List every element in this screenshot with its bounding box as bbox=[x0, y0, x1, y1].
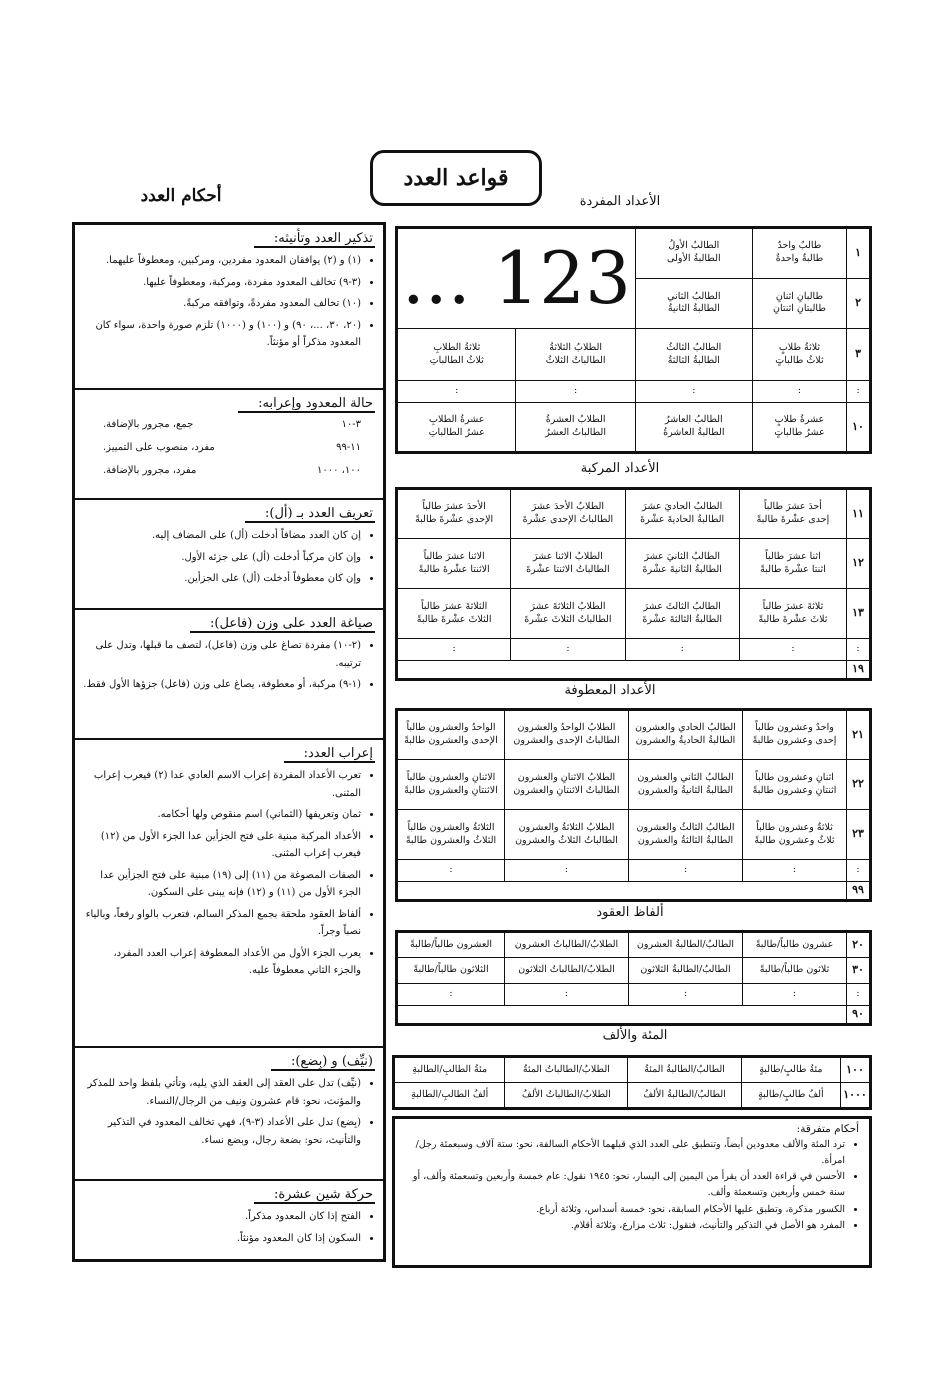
section-definite bbox=[75, 500, 383, 610]
cell bbox=[397, 661, 847, 680]
big-123-text: 123 ... bbox=[401, 236, 631, 320]
section-nayyif bbox=[75, 1048, 383, 1181]
table-row bbox=[397, 381, 871, 403]
list-item: • تعرب الأعداد المفردة إعراب الاسم العادي عدا (٢) فيعرب إعراب المثنى. bbox=[83, 767, 361, 802]
cell: الطلابُ/الطالباتُ الثلاثون bbox=[505, 958, 629, 984]
table-row bbox=[397, 661, 871, 680]
table-row bbox=[397, 932, 871, 958]
dots: : bbox=[505, 860, 629, 882]
cell: الطالبُ/الطالبةُ العشرون bbox=[629, 932, 743, 958]
cell: الطلابُ/الطالباتُ العشرون bbox=[505, 932, 629, 958]
cell: الطالبُ/الطالبةُ المئةُ bbox=[628, 1057, 741, 1083]
list-item: • ألفاظ العقود ملحقة بجمع المذكر السالم، فتعرب بالواو رفعاً، وبالياء نصباً وجراً. bbox=[83, 906, 361, 941]
rules-panel bbox=[72, 222, 386, 1262]
dots: : bbox=[847, 639, 871, 661]
table-row bbox=[397, 1006, 871, 1025]
table-row bbox=[397, 760, 871, 810]
cell: الثلاثةَ عشرَ طالباً الثلاثَ عشْرةَ طالبةً bbox=[397, 589, 511, 639]
cell: ثلاثةٌ وعشرون طالباً ثلاثٌ وعشرون طالبةً bbox=[743, 810, 847, 860]
dots: : bbox=[739, 639, 846, 661]
cell: الطلابُ/الطالباتُ الألفُ bbox=[505, 1083, 628, 1109]
left-heading: أحكام العدد bbox=[140, 186, 222, 206]
cell: الطالبُ الثاني والعشرون الطالبةُ الثانيةُ والعشرون bbox=[629, 760, 743, 810]
cell: الاثنا عشرَ طالباً الاثنتا عشْرةَ طالبةً bbox=[397, 539, 511, 589]
cell: الطالبُ الثالثُ الطالبةُ الثالثةُ bbox=[635, 329, 752, 381]
cell: الطلابُ الثلاثةُ الطالباتُ الثلاثُ bbox=[516, 329, 635, 381]
list-item: • (١-٩) مركبة، أو معطوفة، يصاغ على وزن (فاعل) جزؤها الأول فقط. bbox=[83, 676, 361, 694]
table-row bbox=[394, 1057, 871, 1083]
list-item: • وإن كان مركباً أدخلت (أل) على جزئه الأول. bbox=[83, 549, 361, 567]
table-row bbox=[397, 958, 871, 984]
cell: الطالبُ الثالثُ والعشرون الطالبةُ الثالثةُ والعشرون bbox=[629, 810, 743, 860]
row-number: ١٠٠٠ bbox=[841, 1083, 871, 1109]
single-numbers-table bbox=[395, 226, 872, 454]
cell bbox=[397, 1006, 847, 1025]
big-123-cell bbox=[397, 228, 636, 329]
table-row bbox=[397, 639, 871, 661]
section-title-compound: الأعداد المركبة bbox=[580, 461, 660, 476]
row-number: ٣ bbox=[847, 329, 871, 381]
section-title-conjoined: الأعداد المعطوفة bbox=[564, 683, 656, 698]
table-row bbox=[397, 539, 871, 589]
list-item: • الصفات المصوغة من (١١) إلى (١٩) مبنية على فتح الجزأين عدا الجزء الأول من (١١) و (١٢) فإنه يبنى على السكون. bbox=[83, 867, 361, 902]
cell: الطلابُ العشرةُ الطالباتُ العشرُ bbox=[516, 403, 635, 453]
list-item: • (٢-١٠) مفردة تصاغ على وزن (فاعل)، لتصف ما قبلها، وتدل على ترتيبه. bbox=[83, 637, 361, 672]
section-heading: (نيِّف) و (بِضع): bbox=[271, 1054, 375, 1071]
table-row bbox=[397, 589, 871, 639]
dots: : bbox=[629, 860, 743, 882]
row-number: ١٠٠ bbox=[841, 1057, 871, 1083]
cell: اثنا عشرَ طالباً اثنتا عشْرةَ طالبةً bbox=[739, 539, 846, 589]
dots: : bbox=[625, 639, 739, 661]
cell bbox=[397, 882, 847, 901]
cell: أحدَ عشرَ طالباً إحدى عشْرةَ طالبةً bbox=[739, 489, 846, 539]
misc-rules-title: أحكام متفرقة: bbox=[796, 1123, 859, 1135]
table-row bbox=[397, 860, 871, 882]
table-row bbox=[397, 810, 871, 860]
list-item: • (نيِّف) تدل على العقد إلى العقد الذي يليه، وتأتي بلفظ واحد للمذكر والمؤنث، نحو: قام عشرون ونيف من الرجال/النساء. bbox=[83, 1075, 361, 1110]
section-title-hundred-thousand: المئة والألف bbox=[602, 1028, 668, 1043]
dots: : bbox=[511, 639, 625, 661]
section-heading: إعراب العدد: bbox=[284, 746, 375, 763]
cell: طالبٌ واحدٌ طالبةٌ واحدةٌ bbox=[752, 228, 846, 279]
cell: ثلاثةُ الطلابِ ثلاثُ الطالباتِ bbox=[397, 329, 516, 381]
table-row bbox=[397, 984, 871, 1006]
conjoined-numbers-table bbox=[395, 708, 872, 902]
section-heading: تذكير العدد وتأنيثه: bbox=[254, 231, 375, 248]
cell: الطالبُ الأولُ الطالبةُ الأولى bbox=[635, 228, 752, 279]
list-item: • الفتح إذا كان المعدود مذكراً. bbox=[83, 1208, 361, 1226]
row-number: ٩٩ bbox=[847, 882, 871, 901]
row-number: ١٠ bbox=[847, 403, 871, 453]
section-faail bbox=[75, 610, 383, 740]
dots: : bbox=[752, 381, 846, 403]
section-heading: حركة شين عشرة: bbox=[254, 1187, 375, 1204]
row-number: ٢٢ bbox=[847, 760, 871, 810]
cell: ألفُ الطالبِ/الطالبةِ bbox=[394, 1083, 505, 1109]
list-item: • الأعداد المركبة مبنية على فتح الجزأين عدا الجزء الأول من (١٢) فيعرب إعراب المثنى. bbox=[83, 828, 361, 863]
dots: : bbox=[743, 860, 847, 882]
cell: الطالبُ العاشرُ الطالبةُ العاشرةُ bbox=[635, 403, 752, 453]
cell: مئةُ طالبٍ/طالبةٍ bbox=[741, 1057, 840, 1083]
cell: الواحدُ والعشرون طالباً الإحدى والعشرون طالبةً bbox=[397, 710, 505, 760]
row-number: ١٩ bbox=[847, 661, 871, 680]
misc-rules-box bbox=[392, 1116, 872, 1268]
section-case bbox=[75, 390, 383, 500]
list-item: • السكون إذا كان المعدود مؤنثاً. bbox=[83, 1230, 361, 1248]
cell: الاثنانِ والعشرون طالباً الاثنتانِ والعشرون طالبةً bbox=[397, 760, 505, 810]
dots: : bbox=[635, 381, 752, 403]
cell: الطالبُ الحادي والعشرون الطالبةُ الحاديةُ والعشرون bbox=[629, 710, 743, 760]
dots: : bbox=[505, 984, 629, 1006]
cell: ثلاثةُ طلابٍ ثلاثُ طالباتٍ bbox=[752, 329, 846, 381]
row-number: ٢ bbox=[847, 278, 871, 329]
list-item: • إن كان العدد مضافاً أدخلت (أل) على المضاف إليه. bbox=[83, 527, 361, 545]
row-number: ٣٠ bbox=[847, 958, 871, 984]
list-item: • الكسور مذكرة، وتطبق عليها الأحكام السابقة، نحو: خمسة أسداس، وثلاثة أرباع. bbox=[405, 1202, 845, 1218]
dots: : bbox=[397, 639, 511, 661]
case-row: ١٠٠، ١٠٠٠ مفرد، مجرور بالإضافة. bbox=[103, 465, 361, 476]
cell: الطلابُ الاثنا عشرَ الطالباتُ الاثنتا عشْرةَ bbox=[511, 539, 625, 589]
dots: : bbox=[397, 860, 505, 882]
list-item: • (بِضع) تدل على الأعداد (٣-٩)، فهي تخالف المعدود في التذكير والتأنيث، نحو: بضعة رجال، وبضع نساء. bbox=[83, 1114, 361, 1149]
dots: : bbox=[629, 984, 743, 1006]
decades-table bbox=[395, 930, 872, 1026]
dots: : bbox=[847, 860, 871, 882]
row-number: ٢٣ bbox=[847, 810, 871, 860]
row-number: ٢١ bbox=[847, 710, 871, 760]
table-row bbox=[397, 403, 871, 453]
section-heading: حالة المعدود وإعرابه: bbox=[238, 396, 375, 413]
section-title-single: الأعداد المفردة bbox=[579, 194, 661, 209]
cell: الطالبُ الحاديَ عشرَ الطالبةُ الحاديةَ عشْرةَ bbox=[625, 489, 739, 539]
section-irab bbox=[75, 740, 383, 1048]
case-row: ١١-٩٩ مفرد، منصوب على التمييز. bbox=[103, 442, 361, 453]
cell: طالبانِ اثنانِ طالبتانِ اثنتانِ bbox=[752, 278, 846, 329]
cell: الطالبُ الثانيَ عشرَ الطالبةُ الثانيةَ عشْرةَ bbox=[625, 539, 739, 589]
dots: : bbox=[397, 984, 505, 1006]
main-title: قواعد العدد bbox=[370, 150, 542, 206]
cell: عشرةُ طلابٍ عشرُ طالباتٍ bbox=[752, 403, 846, 453]
cell: الطلابُ/الطالباتُ المئةُ bbox=[505, 1057, 628, 1083]
list-item: • ثمان وتعريفها (الثماني) اسم منقوص ولها أحكامه. bbox=[83, 806, 361, 824]
list-item: • ترد المئة والألف معدودين أيضاً، وتنطبق على العدد الذي قبلهما الأحكام السالفة، نحو: ستة آلاف وسبعمئة رجل/ امرأة. bbox=[405, 1137, 845, 1169]
cell: ثلاثون طالباً/طالبةً bbox=[743, 958, 847, 984]
list-item: • يعرب الجزء الأول من الأعداد المعطوفة إعراب العدد المفرد، والجزء الثاني معطوفاً عليه. bbox=[83, 945, 361, 980]
section-gender bbox=[75, 225, 383, 390]
hundred-thousand-table bbox=[392, 1055, 872, 1110]
cell: الطلابُ الواحدُ والعشرون الطالباتُ الإحدى والعشرون bbox=[505, 710, 629, 760]
case-row: ٣-١٠ جمع، مجرور بالإضافة. bbox=[103, 419, 361, 430]
cell: مئةُ الطالبِ/الطالبةِ bbox=[394, 1057, 505, 1083]
cell: الطالبُ/الطالبةُ الثلاثون bbox=[629, 958, 743, 984]
cell: الطلابُ الأحدَ عشرَ الطالباتُ الإحدى عشْرةَ bbox=[511, 489, 625, 539]
list-item: • (٣-٩) تخالف المعدود مفردة، ومركبة، ومعطوفاً عليها. bbox=[83, 274, 361, 292]
cell: الطالبُ الثالثَ عشرَ الطالبةُ الثالثةَ عشْرةَ bbox=[625, 589, 739, 639]
cell: الثلاثةُ والعشرون طالباً الثلاثُ والعشرون طالبةً bbox=[397, 810, 505, 860]
row-number: ١٢ bbox=[847, 539, 871, 589]
dots: : bbox=[847, 381, 871, 403]
cell: عشرون طالباً/طالبةً bbox=[743, 932, 847, 958]
compound-numbers-table bbox=[395, 487, 872, 681]
row-number: ١١ bbox=[847, 489, 871, 539]
row-number: ١٣ bbox=[847, 589, 871, 639]
list-item: • وإن كان معطوفاً أدخلت (أل) على الجزأين. bbox=[83, 570, 361, 588]
list-item: • الأحسن في قراءة العدد أن يقرأ من اليمين إلى اليسار، نحو: ١٩٤٥ نقول: عام خمسة وأربعين وتسعمئة وألف، أو سنة خمس وأربعين وتسعمئة وألف. bbox=[405, 1169, 845, 1201]
list-item: • (١٠) تخالف المعدود مفردةً، وتوافقه مركبةً. bbox=[83, 295, 361, 313]
misc-rules-list bbox=[405, 1137, 859, 1234]
dots: : bbox=[397, 381, 516, 403]
table-row bbox=[397, 228, 871, 279]
cell: ثلاثةَ عشرَ طالباً ثلاثَ عشْرةَ طالبةً bbox=[739, 589, 846, 639]
section-heading: صياغة العدد على وزن (فاعل): bbox=[190, 616, 375, 633]
dots: : bbox=[743, 984, 847, 1006]
list-item: • المفرد هو الأصل في التذكير والتأنيث، فنقول: ثلاث مزارع، وثلاثة أقلام. bbox=[405, 1218, 845, 1234]
dots: : bbox=[516, 381, 635, 403]
cell: الطلابُ الثلاثةَ عشرَ الطالباتُ الثلاثَ عشْرةَ bbox=[511, 589, 625, 639]
table-row bbox=[397, 489, 871, 539]
table-row bbox=[397, 329, 871, 381]
section-shin bbox=[75, 1181, 383, 1259]
cell: ألفُ طالبٍ/طالبةٍ bbox=[741, 1083, 840, 1109]
table-row bbox=[397, 710, 871, 760]
row-number: ٢٠ bbox=[847, 932, 871, 958]
row-number: ٩٠ bbox=[847, 1006, 871, 1025]
list-item: • (١) و (٢) يوافقان المعدود مفردين، ومركبين، ومعطوفاً عليهما. bbox=[83, 252, 361, 270]
cell: العشرون طالباً/طالبةً bbox=[397, 932, 505, 958]
cell: الأحدَ عشرَ طالباً الإحدى عشْرةَ طالبةً bbox=[397, 489, 511, 539]
dots: : bbox=[847, 984, 871, 1006]
cell: الطالبُ/الطالبةُ الألفُ bbox=[628, 1083, 741, 1109]
section-heading: تعريف العدد بـ (أل): bbox=[245, 506, 375, 523]
cell: الثلاثون طالباً/طالبةً bbox=[397, 958, 505, 984]
list-item: • (٢٠، ٣٠، ...، ٩٠) و (١٠٠) و (١٠٠٠) تلزم صورة واحدة، سواء كان المعدود مذكراً أو مؤنثاً. bbox=[83, 317, 361, 352]
cell: واحدٌ وعشرون طالباً إحدى وعشرون طالبةً bbox=[743, 710, 847, 760]
row-number: ١ bbox=[847, 228, 871, 279]
cell: اثنانِ وعشرون طالباً اثنتانِ وعشرون طالبةً bbox=[743, 760, 847, 810]
cell: عشرةُ الطلابِ عشرُ الطالباتِ bbox=[397, 403, 516, 453]
section-title-decades: ألفاظ العقود bbox=[596, 905, 664, 920]
table-row bbox=[394, 1083, 871, 1109]
cell: الطلابُ الاثنانِ والعشرون الطالباتُ الاثنتانِ والعشرون bbox=[505, 760, 629, 810]
cell: الطالبُ الثاني الطالبةُ الثانيةُ bbox=[635, 278, 752, 329]
cell: الطلابُ الثلاثةُ والعشرون الطالباتُ الثلاثُ والعشرون bbox=[505, 810, 629, 860]
table-row bbox=[397, 882, 871, 901]
